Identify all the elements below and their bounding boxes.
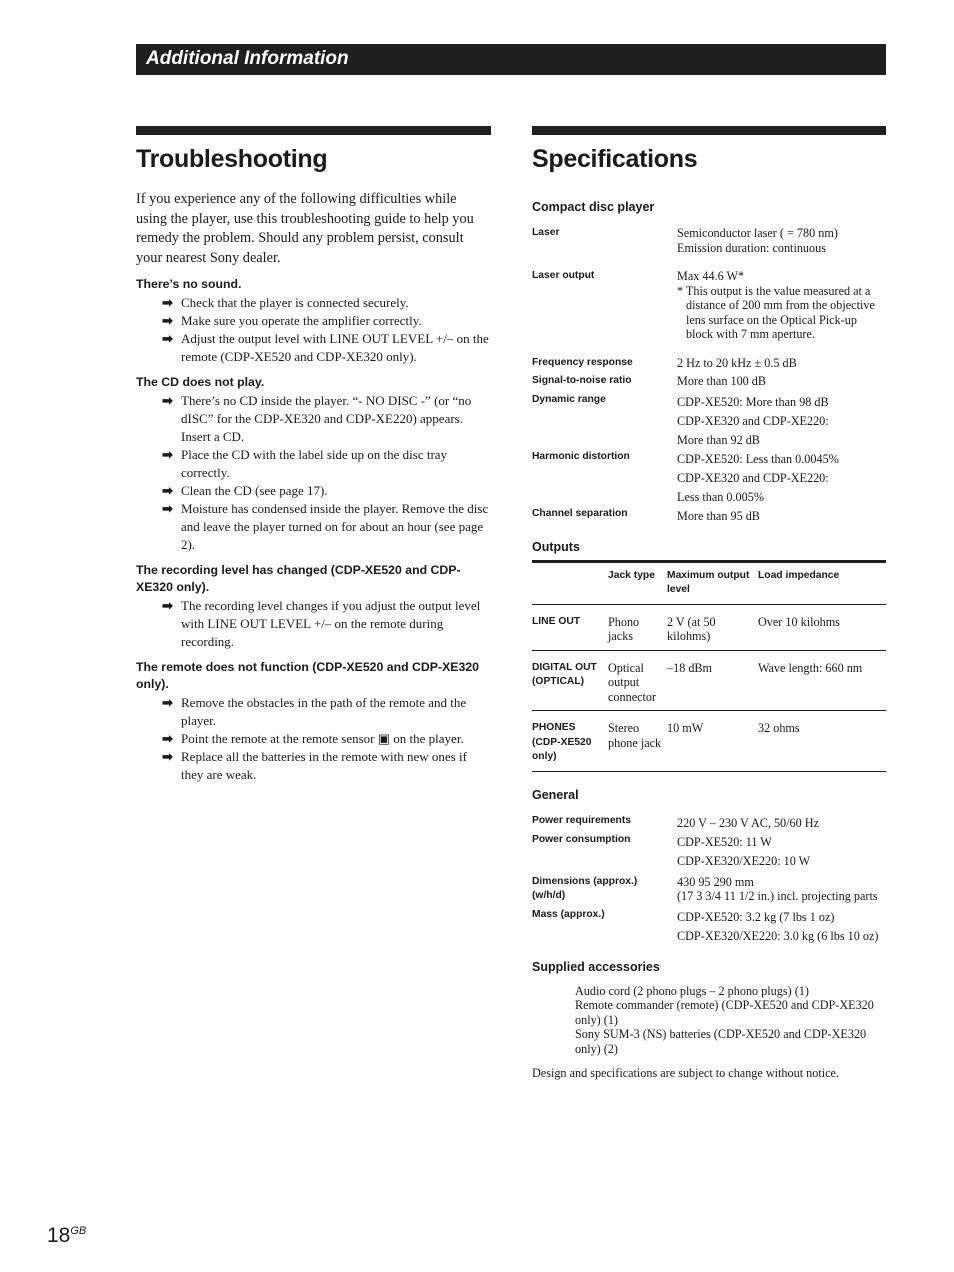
spec-row-dynamic-range bbox=[532, 393, 886, 450]
arrow-right-icon: ➡ bbox=[162, 749, 173, 764]
issue-block bbox=[136, 374, 491, 554]
issue-block bbox=[136, 659, 491, 784]
list-item: Sony SUM-3 (NS) batteries (CDP-XE520 and CDP-XE320 only) (2) bbox=[575, 1027, 867, 1056]
arrow-right-icon: ➡ bbox=[162, 393, 173, 408]
table-cell: Over 10 kilohms bbox=[758, 614, 840, 629]
spec-value: Semiconductor laser ( = 780 nm) Emission duration: continuous bbox=[677, 226, 838, 255]
column-header bbox=[532, 561, 608, 604]
heading-rule bbox=[532, 126, 886, 135]
table-cell: Optical output connector bbox=[608, 660, 657, 704]
spec-row-power-requirements bbox=[532, 814, 886, 833]
remedy-item: ➡ Remove the obstacles in the path of the remote and the player. bbox=[162, 695, 467, 728]
table-row bbox=[532, 604, 886, 650]
issue-title: There’s no sound. bbox=[136, 277, 242, 291]
remedy-item: ➡ Point the remote at the remote sensor ▣ on the player. bbox=[162, 731, 464, 746]
spec-label: Laser bbox=[532, 227, 560, 238]
table-cell: Stereo phone jack bbox=[608, 721, 662, 750]
remedy-item: ➡ Clean the CD (see page 17). bbox=[162, 483, 328, 498]
column-header: Load impedance bbox=[758, 569, 840, 581]
list-item: Remote commander (remote) (CDP-XE520 and CDP-XE320 only) (1) bbox=[575, 998, 874, 1027]
spec-value: CDP-XE520: Less than 0.0045% CDP-XE320 and CDP-XE220: Less than 0.005% bbox=[677, 451, 839, 504]
page-suffix: GB bbox=[70, 1225, 87, 1237]
issue-block bbox=[136, 562, 491, 651]
section-header-bar bbox=[136, 44, 886, 75]
spec-label: Dimensions (approx.) (w/h/d) bbox=[532, 875, 638, 901]
page-number: $18^{GB}$ bbox=[47, 1224, 87, 1247]
subsection-title: Outputs bbox=[532, 539, 580, 554]
table-cell: LINE OUT bbox=[532, 615, 581, 627]
specifications-title: Specifications bbox=[532, 145, 698, 173]
spec-label: Channel separation bbox=[532, 507, 628, 519]
table-cell: 32 ohms bbox=[758, 721, 800, 735]
remedy-item: ➡ Make sure you operate the amplifier correctly. bbox=[162, 313, 422, 328]
arrow-right-icon: ➡ bbox=[162, 447, 173, 462]
table-cell: Phono jacks bbox=[608, 614, 640, 643]
remedy-item: ➡ Check that the player is connected securely. bbox=[162, 295, 409, 310]
issue-title: The remote does not function (CDP-XE520 and CDP-XE320 only). bbox=[136, 660, 480, 691]
subsection-title: Compact disc player bbox=[532, 200, 655, 214]
remedy-item: ➡ Replace all the batteries in the remote with new ones if they are weak. bbox=[162, 749, 467, 782]
spec-label: Laser output bbox=[532, 270, 595, 281]
spec-row-dimensions bbox=[532, 875, 886, 904]
arrow-right-icon: ➡ bbox=[162, 331, 173, 346]
spec-value: 2 Hz to 20 kHz ± 0.5 dB bbox=[677, 355, 797, 370]
spec-label: Power consumption bbox=[532, 833, 631, 845]
troubleshooting-title: Troubleshooting bbox=[136, 145, 328, 173]
table-row bbox=[532, 711, 886, 772]
remedy-item: ➡ The recording level changes if you adjust the output level with LINE OUT LEVEL +/– on the remote during recording. bbox=[162, 598, 481, 649]
specifications-column bbox=[532, 126, 886, 1081]
subsection-title: Supplied accessories bbox=[532, 959, 660, 974]
spec-value: 430 95 290 mm (17 3 3/4 11 1/2 in.) incl. projecting parts bbox=[677, 874, 878, 903]
troubleshooting-intro: If you experience any of the following difficulties while using the player, use this troubleshooting guide to help you remedy the problem. Should any problem persist, consult your nearest Sony dealer. bbox=[136, 191, 474, 266]
table-cell: Wave length: 660 nm bbox=[758, 660, 863, 675]
arrow-right-icon: ➡ bbox=[162, 483, 173, 498]
table-cell: PHONES (CDP-XE520 only) bbox=[532, 722, 592, 762]
spec-row-snr bbox=[532, 374, 886, 389]
spec-value: CDP-XE520: 3.2 kg (7 lbs 1 oz) CDP-XE320/XE220: 3.0 kg (6 lbs 10 oz) bbox=[677, 909, 879, 943]
remedy-item: ➡ Adjust the output level with LINE OUT LEVEL +/– on the remote (CDP-XE520 and CDP-XE320 only). bbox=[162, 331, 489, 364]
spec-row-laser bbox=[532, 226, 886, 255]
spec-label: Signal-to-noise ratio bbox=[532, 375, 632, 386]
list-item: Audio cord (2 phono plugs – 2 phono plugs) (1) bbox=[575, 983, 809, 998]
arrow-right-icon: ➡ bbox=[162, 313, 173, 328]
spec-value: CDP-XE520: 11 W CDP-XE320/XE220: 10 W bbox=[677, 834, 811, 868]
spec-value: CDP-XE520: More than 98 dB CDP-XE320 and CDP-XE220: More than 92 dB bbox=[677, 394, 829, 447]
arrow-right-icon: ➡ bbox=[162, 295, 173, 310]
section-title: Additional Information bbox=[146, 48, 349, 69]
column-header: Jack type bbox=[608, 569, 655, 581]
issue-block bbox=[136, 276, 491, 366]
issue-title: The CD does not play. bbox=[136, 375, 265, 389]
table-cell: 2 V (at 50 kilohms) bbox=[667, 614, 716, 643]
spec-value: More than 95 dB bbox=[677, 508, 760, 523]
spec-row-harmonic bbox=[532, 450, 886, 507]
remedy-item: ➡ There’s no CD inside the player. “- NO DISC -” (or “no dISC” for the CDP-XE320 and CDP-XE220) appears. Insert a CD. bbox=[162, 393, 472, 444]
column-header: Maximum output level bbox=[667, 569, 750, 595]
table-cell: 10 mW bbox=[667, 721, 704, 735]
spec-label: Mass (approx.) bbox=[532, 908, 605, 920]
spec-value: 220 V – 230 V AC, 50/60 Hz bbox=[677, 815, 819, 830]
remedy-item: ➡ Moisture has condensed inside the player. Remove the disc and leave the player turned on for about an hour (see page 2). bbox=[162, 501, 489, 552]
arrow-right-icon: ➡ bbox=[162, 598, 173, 613]
remedy-item: ➡ Place the CD with the label side up on the disc tray correctly. bbox=[162, 447, 448, 480]
spec-label: Dynamic range bbox=[532, 393, 606, 405]
table-row bbox=[532, 650, 886, 711]
spec-value: Max 44.6 W* * This output is the value measured at a distance of 200 mm from the objective lens surface on the Optical Pick-up block with 7 mm aperture. bbox=[677, 269, 886, 342]
spec-row-power-consumption bbox=[532, 833, 886, 871]
table-header-row bbox=[532, 561, 886, 604]
accessories-list bbox=[575, 984, 886, 1057]
spec-row-frequency bbox=[532, 356, 886, 371]
arrow-right-icon: ➡ bbox=[162, 695, 173, 710]
troubleshooting-column bbox=[136, 126, 491, 784]
issue-title: The recording level has changed (CDP-XE520 and CDP-XE320 only). bbox=[136, 563, 461, 594]
spec-row-mass bbox=[532, 908, 886, 946]
arrow-right-icon: ➡ bbox=[162, 731, 173, 746]
spec-value: More than 100 dB bbox=[677, 374, 767, 388]
design-notice: Design and specifications are subject to change without notice. bbox=[532, 1066, 839, 1080]
heading-rule bbox=[136, 126, 491, 135]
spec-label: Harmonic distortion bbox=[532, 450, 630, 462]
table-cell: DIGITAL OUT (OPTICAL) bbox=[532, 661, 597, 687]
subsection-title: General bbox=[532, 787, 579, 802]
arrow-right-icon: ➡ bbox=[162, 501, 173, 516]
spec-row-channel-separation bbox=[532, 507, 886, 526]
spec-row-laser-output bbox=[532, 269, 886, 342]
outputs-table bbox=[532, 560, 886, 772]
laser-output-note: * This output is the value measured at a distance of 200 mm from the objective lens surface on the Optical Pick-up block with 7 mm aperture. bbox=[677, 283, 875, 341]
spec-label: Power requirements bbox=[532, 814, 631, 826]
table-cell: –18 dBm bbox=[667, 660, 713, 675]
spec-label: Frequency response bbox=[532, 356, 633, 368]
